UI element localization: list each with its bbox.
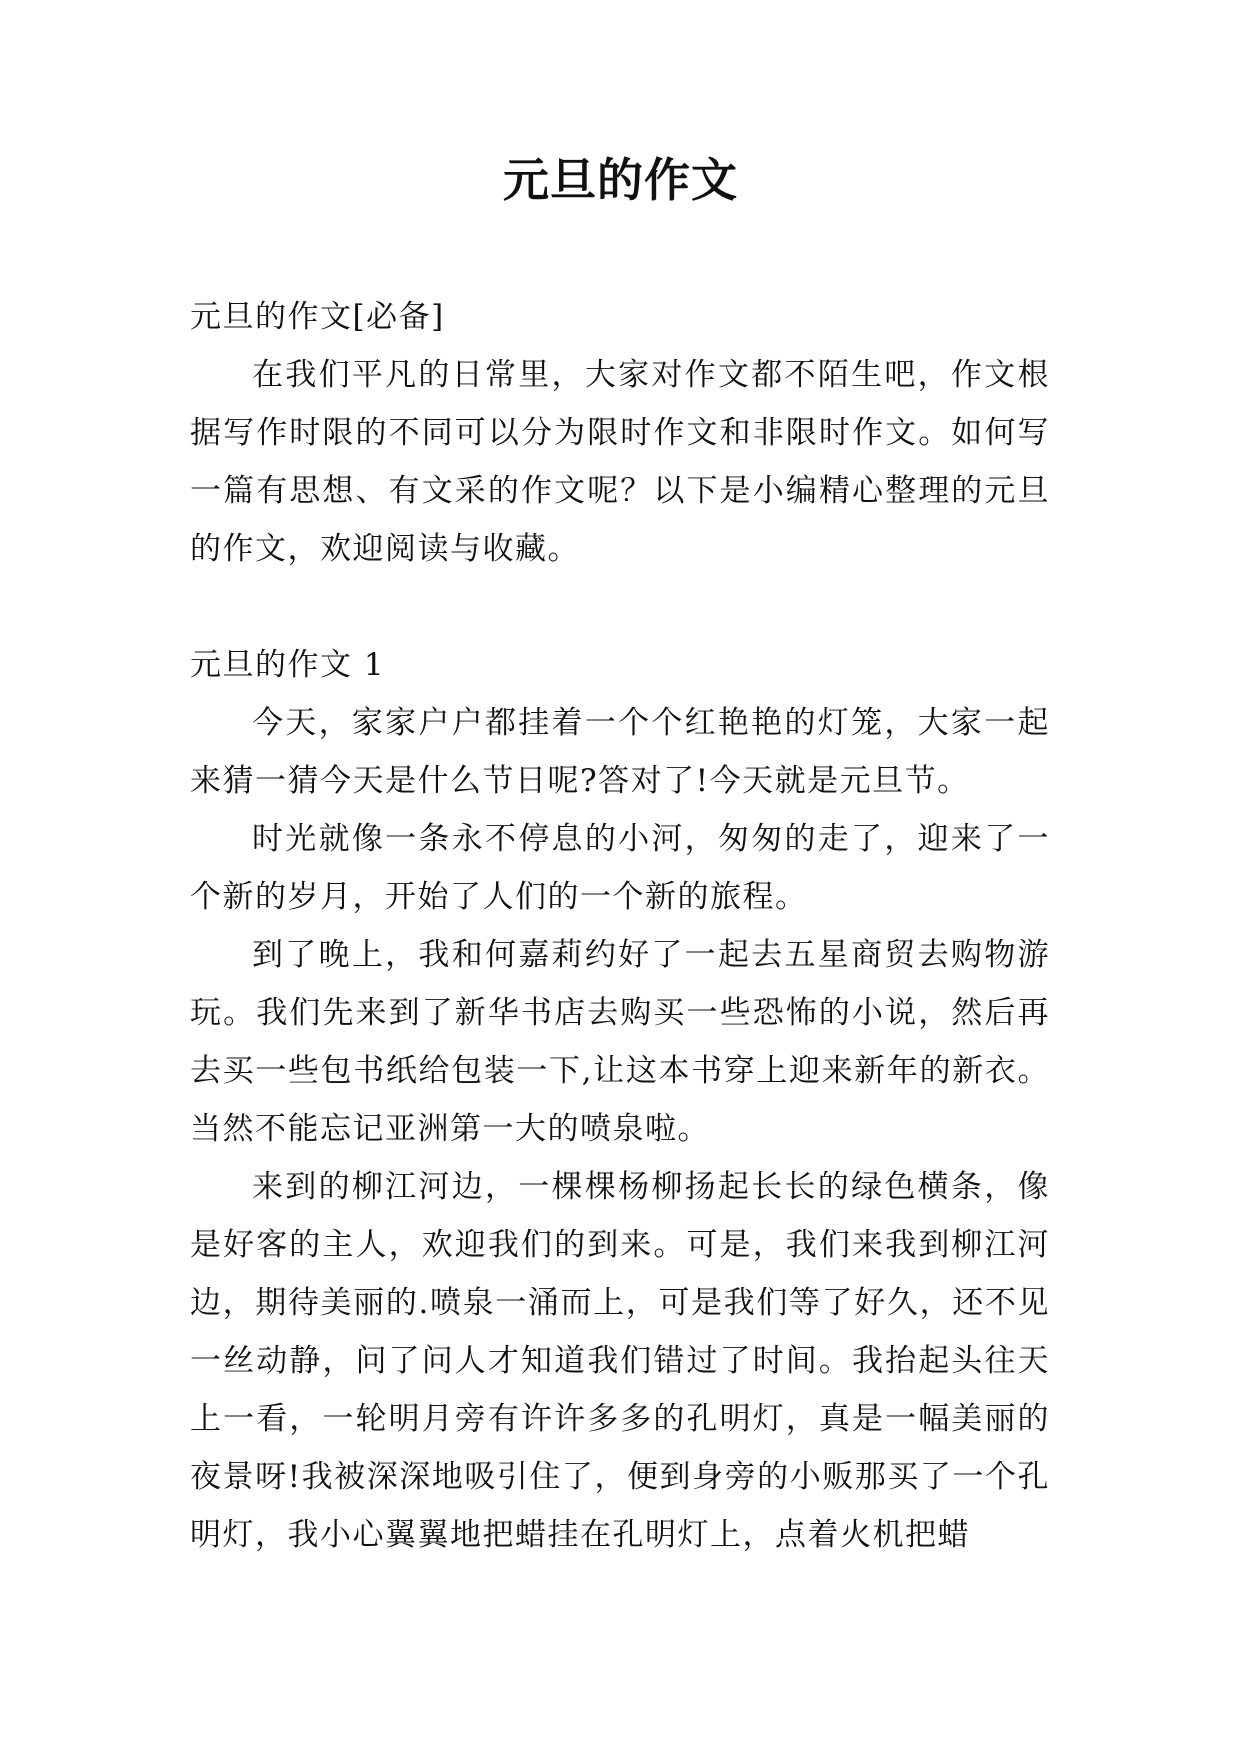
- body-paragraph-1: 今天，家家户户都挂着一个个红艳艳的灯笼，大家一起来猜一猜今天是什么节日呢?答对了!今天就是元旦节。: [190, 705, 1050, 799]
- intro-heading: 元旦的作文[必备]: [190, 299, 445, 335]
- document-body: [190, 288, 1050, 1564]
- section-spacer: [190, 578, 1050, 636]
- body-paragraph-4: 来到的柳江河边，一棵棵杨柳扬起长长的绿色横条，像是好客的主人，欢迎我们的到来。可是，我们来我到柳江河边，期待美丽的.喷泉一涌而上，可是我们等了好久，还不见一丝动静，问了问人才知道我们错过了时间。我抬起头往天上一看，一轮明月旁有许许多多的孔明灯，真是一幅美丽的夜景呀!我被深深地吸引住了，便到身旁的小贩那买了一个孔明灯，我小心翼翼地把蜡挂在孔明灯上，点着火机把蜡: [190, 1169, 1050, 1553]
- body-paragraph-2: 时光就像一条永不停息的小河，匆匆的走了，迎来了一个新的岁月，开始了人们的一个新的旅程。: [190, 821, 1050, 915]
- document-title: 元旦的作文: [503, 153, 738, 207]
- intro-paragraph: 在我们平凡的日常里，大家对作文都不陌生吧，作文根据写作时限的不同可以分为限时作文和非限时作文。如何写一篇有思想、有文采的作文呢？以下是小编精心整理的元旦的作文，欢迎阅读与收藏。: [190, 357, 1050, 567]
- body-paragraph-3: 到了晚上，我和何嘉莉约好了一起去五星商贸去购物游玩。我们先来到了新华书店去购买一些恐怖的小说，然后再去买一些包书纸给包装一下,让这本书穿上迎来新年的新衣。当然不能忘记亚洲第一大的喷泉啦。: [190, 937, 1050, 1147]
- section-heading: 元旦的作文 1: [190, 647, 386, 683]
